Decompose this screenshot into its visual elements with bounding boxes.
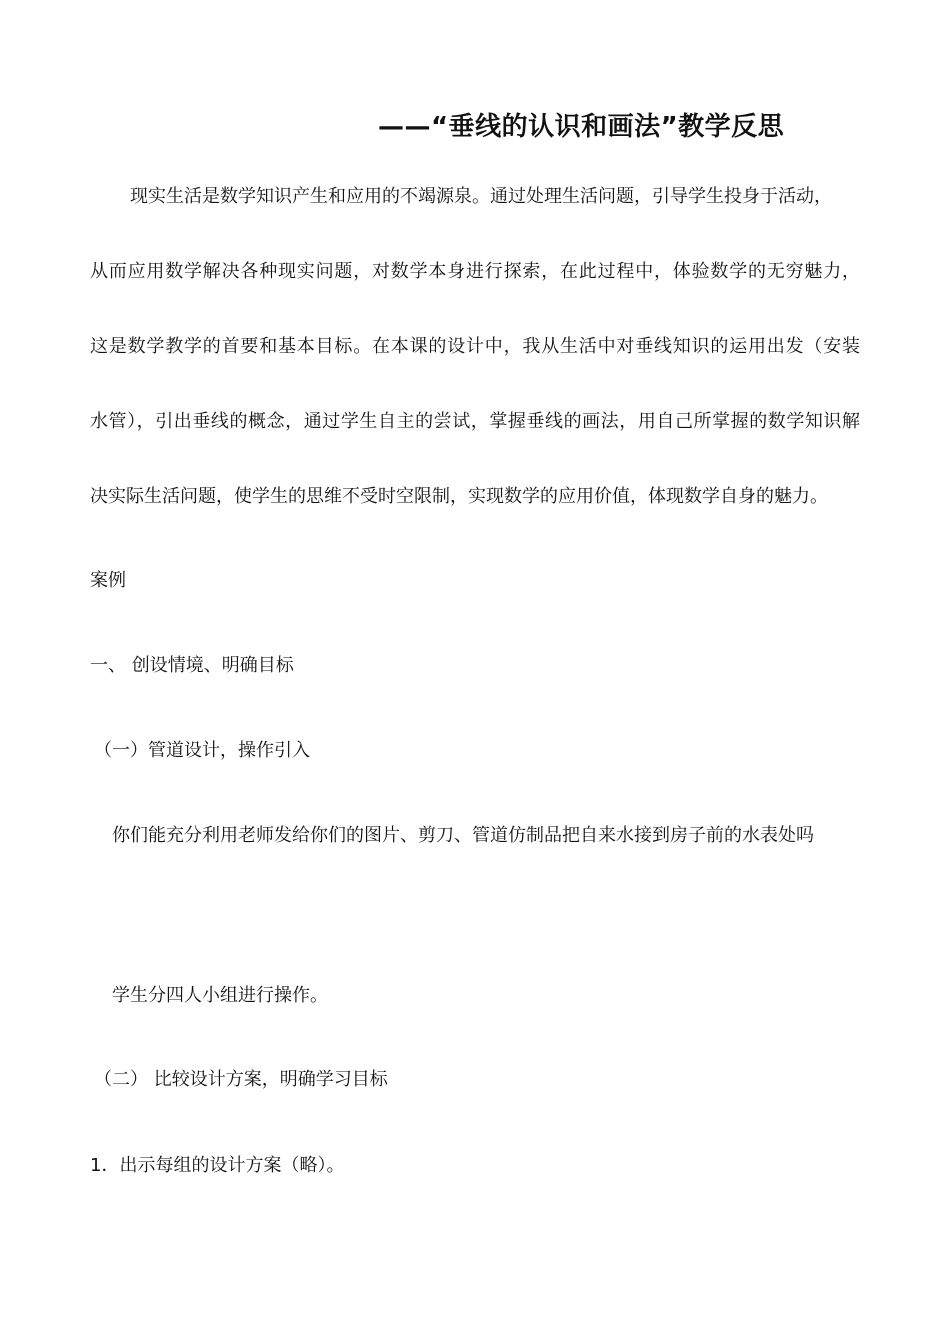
document-title: ——“垂线的认识和画法”教学反思 bbox=[378, 112, 785, 142]
intro-line-2: 从而应用数学解决各种现实问题，对数学本身进行探索，在此过程中，体验数学的无穷魅力， bbox=[90, 261, 860, 282]
subsection-1-activity: 学生分四人小组进行操作。 bbox=[112, 985, 328, 1006]
intro-line-4: 水管），引出垂线的概念，通过学生自主的尝试，掌握垂线的画法，用自己所掌握的数学知识解 bbox=[90, 411, 860, 432]
intro-line-5: 决实际生活问题，使学生的思维不受时空限制，实现数学的应用价值，体现数学自身的魅力。 bbox=[90, 486, 828, 507]
intro-line-3: 这是数学教学的首要和基本目标。在本课的设计中，我从生活中对垂线知识的运用出发（安装 bbox=[90, 336, 860, 357]
section-1-heading: 一、 创设情境、明确目标 bbox=[90, 655, 294, 676]
subsection-1-question: 你们能充分利用老师发给你们的图片、剪刀、管道仿制品把自来水接到房子前的水表处吗 bbox=[112, 825, 814, 846]
case-label: 案例 bbox=[90, 570, 126, 591]
subsection-1-heading: （一）管道设计，操作引入 bbox=[94, 740, 310, 761]
list-item-1: 1．出示每组的设计方案（略）。 bbox=[90, 1155, 345, 1176]
intro-line-1: 现实生活是数学知识产生和应用的不竭源泉。通过处理生活问题，引导学生投身于活动， bbox=[130, 186, 832, 207]
subsection-2-heading: （二） 比较设计方案，明确学习目标 bbox=[94, 1069, 388, 1090]
